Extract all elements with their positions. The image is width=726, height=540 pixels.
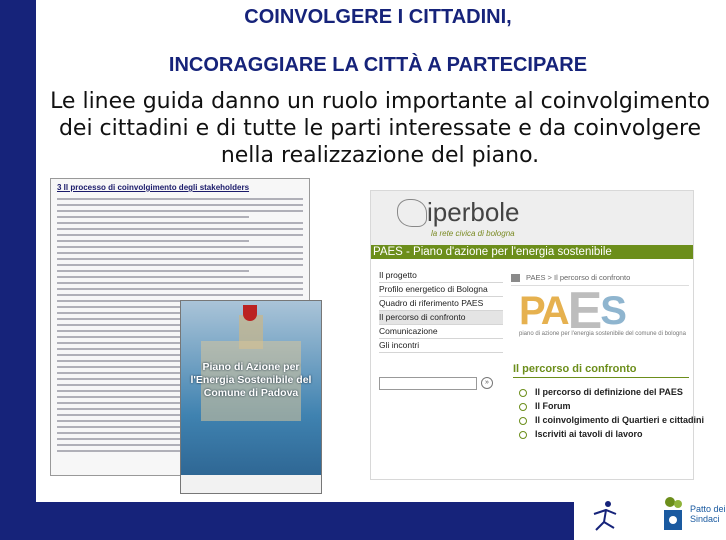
iperbole-brand[interactable]: iperbole	[427, 197, 520, 227]
document-heading: 3 Il processo di coinvolgimento degli stakeholders	[57, 183, 250, 192]
percorso-link-list	[519, 385, 705, 441]
iperbole-tagline: la rete civica di bologna	[431, 229, 515, 238]
nav-item-incontri[interactable]: Gli incontri	[379, 339, 503, 353]
nav-item-percorso[interactable]: Il percorso di confronto	[379, 311, 503, 325]
nav-item-comunicazione[interactable]: Comunicazione	[379, 325, 503, 339]
search-go-button[interactable]: »	[481, 377, 493, 389]
slide-title-line1: COINVOLGERE I CITTADINI,	[244, 6, 512, 28]
cover-logo-strip	[181, 475, 321, 493]
breadcrumb-text[interactable]: PAES > Il percorso di confronto	[526, 273, 631, 282]
text-line	[57, 234, 303, 236]
list-item[interactable]: Il Forum	[519, 399, 689, 413]
text-line	[57, 270, 249, 272]
website-sidebar-nav	[379, 269, 503, 353]
text-line	[57, 216, 249, 218]
bullet-icon	[519, 431, 527, 439]
footer-logos	[574, 492, 726, 540]
text-line	[57, 288, 303, 290]
bullet-icon	[519, 417, 527, 425]
text-line	[57, 294, 303, 296]
paes-logo: PAES	[519, 282, 625, 340]
patto-dei-sindaci-text: Patto dei Sindaci	[690, 504, 726, 524]
cover-title: Piano di Azione per l'Energia Sostenibile del Comune di Padova	[190, 361, 312, 399]
paes-logo-caption: piano di azione per l'energia sostenibile del comune di bologna	[519, 331, 686, 337]
paes-banner: PAES - Piano d'azione per l'energia sostenibile	[371, 245, 693, 259]
runner-logo-icon	[588, 498, 624, 534]
padova-plan-cover	[180, 300, 322, 494]
text-line	[57, 228, 303, 230]
iperbole-logo-icon	[397, 199, 427, 227]
section-title: Il percorso di confronto	[513, 363, 637, 375]
home-icon[interactable]	[511, 274, 520, 282]
text-line	[57, 204, 303, 206]
left-accent-bar	[0, 0, 36, 540]
list-item[interactable]: Iscriviti ai tavoli di lavoro	[519, 427, 689, 441]
text-line	[57, 198, 303, 200]
bullet-icon	[519, 403, 527, 411]
coat-of-arms-icon	[243, 305, 257, 321]
text-line	[57, 210, 303, 212]
nav-item-quadro[interactable]: Quadro di riferimento PAES	[379, 297, 503, 311]
website-header	[371, 191, 693, 245]
text-line	[57, 222, 303, 224]
text-line	[57, 258, 303, 260]
paes-website-screenshot	[370, 190, 705, 480]
text-line	[57, 246, 303, 248]
nav-item-progetto[interactable]: Il progetto	[379, 269, 503, 283]
list-item[interactable]: Il coinvolgimento di Quartieri e cittadini	[519, 413, 689, 427]
bullet-icon	[519, 389, 527, 397]
patto-dei-sindaci-logo-icon	[658, 494, 688, 534]
text-line	[57, 282, 303, 284]
list-item[interactable]: Il percorso di definizione del PAES	[519, 385, 689, 399]
slide-title-line2: INCORAGGIARE LA CITTÀ A PARTECIPARE	[168, 54, 588, 76]
section-divider	[513, 377, 689, 378]
text-line	[57, 276, 303, 278]
text-line	[57, 264, 303, 266]
search-input[interactable]	[379, 377, 477, 390]
text-line	[57, 240, 249, 242]
text-line	[57, 252, 303, 254]
nav-item-profilo[interactable]: Profilo energetico di Bologna	[379, 283, 503, 297]
slide-subtitle: Le linee guida danno un ruolo importante al coinvolgimento dei cittadini e di tutte le parti interessate e da coinvolgere nella realizzazione del piano.	[50, 89, 710, 168]
